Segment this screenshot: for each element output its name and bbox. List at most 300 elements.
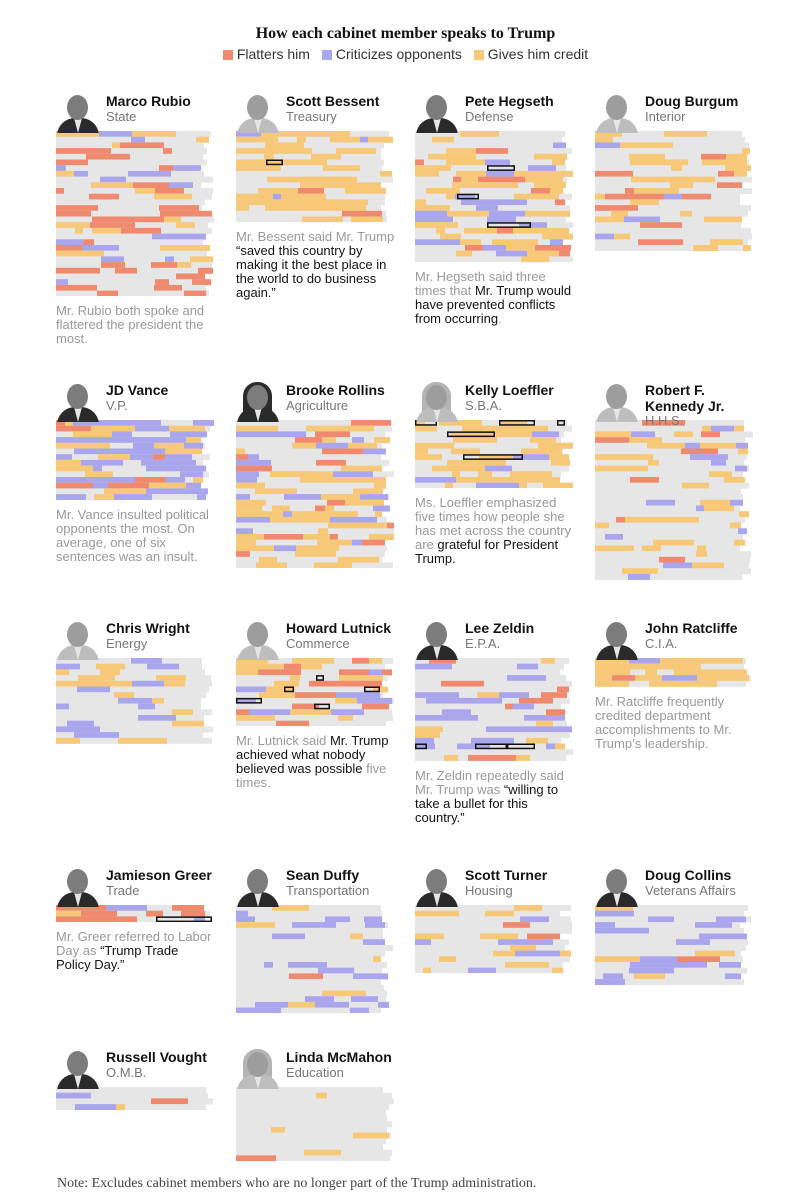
sentence-criticizes bbox=[461, 199, 490, 205]
sentence-criticizes bbox=[81, 460, 123, 466]
sentence-credit bbox=[724, 669, 747, 675]
sentence-criticizes bbox=[184, 443, 203, 449]
sentence-credit bbox=[647, 443, 685, 449]
sentence-criticizes bbox=[236, 528, 253, 534]
sentence-row bbox=[595, 228, 751, 234]
sentence-flatters bbox=[198, 268, 213, 274]
sentence-credit bbox=[275, 142, 304, 148]
sentence-credit bbox=[700, 669, 724, 675]
sentence-criticizes bbox=[56, 165, 66, 171]
sentence-credit bbox=[428, 154, 441, 160]
member-header bbox=[56, 1049, 214, 1089]
sentence-chart bbox=[236, 131, 394, 222]
sentence-credit bbox=[164, 681, 185, 687]
sentence-credit bbox=[516, 755, 530, 761]
member-name: Scott Turner bbox=[465, 867, 548, 883]
sentence-criticizes bbox=[147, 664, 179, 670]
annotation-text: Mr. Vance insulted political opponents the most. On average, one of six sentences was an insult. bbox=[56, 507, 209, 564]
sentence-credit bbox=[456, 477, 498, 483]
member-name: Doug Collins bbox=[645, 867, 732, 883]
sentence-credit bbox=[444, 755, 458, 761]
sentence-flatters bbox=[478, 177, 513, 183]
sentence-criticizes bbox=[630, 962, 668, 968]
sentence-chart bbox=[415, 420, 573, 488]
sentence-flatters bbox=[289, 973, 323, 979]
sentence-credit bbox=[710, 239, 743, 245]
panel-member bbox=[56, 620, 214, 744]
sentence-criticizes bbox=[154, 449, 165, 455]
sentence-flatters bbox=[191, 211, 212, 217]
member-header bbox=[415, 382, 573, 422]
sentence-credit bbox=[634, 188, 679, 194]
sentence-credit bbox=[595, 956, 640, 962]
sentence-flatters bbox=[330, 534, 338, 540]
sentence-credit bbox=[236, 199, 245, 205]
sentence-criticizes bbox=[133, 443, 154, 449]
sentence-credit bbox=[680, 211, 692, 217]
sentence-credit bbox=[56, 222, 90, 228]
annotation-text: . bbox=[498, 311, 502, 326]
sentence-flatters bbox=[640, 222, 682, 228]
sentence-row bbox=[236, 1093, 392, 1099]
sentence-credit bbox=[73, 443, 110, 449]
sentence-credit bbox=[704, 217, 742, 223]
sentence-credit bbox=[550, 188, 563, 194]
sentence-criticizes bbox=[330, 517, 354, 523]
sentence-credit bbox=[702, 426, 711, 432]
sentence-flatters bbox=[163, 148, 172, 154]
sentence-credit bbox=[330, 137, 360, 143]
sentence-chart bbox=[595, 658, 753, 687]
sentence-flatters bbox=[86, 154, 130, 160]
sentence-criticizes bbox=[56, 437, 77, 443]
sentence-criticizes bbox=[498, 939, 530, 945]
sentence-flatters bbox=[121, 228, 161, 234]
sentence-credit bbox=[527, 251, 559, 257]
sentence-credit bbox=[338, 557, 379, 563]
sentence-criticizes bbox=[696, 506, 704, 512]
member-portrait-icon bbox=[236, 620, 280, 660]
member-department: S.B.A. bbox=[465, 398, 502, 413]
sentence-row bbox=[415, 709, 565, 715]
sentence-flatters bbox=[339, 669, 369, 675]
sentence-criticizes bbox=[169, 182, 193, 188]
sentence-criticizes bbox=[455, 715, 478, 721]
member-name: Pete Hegseth bbox=[465, 93, 554, 109]
sentence-credit bbox=[56, 466, 93, 472]
sentence-flatters bbox=[56, 245, 82, 251]
annotation-quote: Mr. Trump would have prevented conflicts from occurring bbox=[415, 283, 572, 326]
sentence-credit bbox=[193, 477, 203, 483]
sentence-chart bbox=[595, 905, 753, 985]
panel-member bbox=[595, 93, 753, 251]
member-department: Treasury bbox=[286, 109, 337, 124]
sentence-criticizes bbox=[100, 177, 126, 183]
sentence-credit bbox=[104, 488, 146, 494]
sentence-credit bbox=[477, 692, 499, 698]
member-name: Kelly Loeffler bbox=[465, 382, 554, 398]
sentence-credit bbox=[267, 177, 291, 183]
member-annotation bbox=[415, 270, 575, 326]
sentence-criticizes bbox=[369, 669, 382, 675]
sentence-credit bbox=[100, 681, 132, 687]
member-department: Interior bbox=[645, 109, 686, 124]
sentence-credit bbox=[56, 669, 69, 675]
sentence-flatters bbox=[135, 477, 166, 483]
sentence-credit bbox=[295, 551, 336, 557]
sentence-credit bbox=[367, 523, 379, 529]
sentence-credit bbox=[367, 148, 376, 154]
sentence-credit bbox=[273, 664, 284, 670]
sentence-credit bbox=[374, 437, 390, 443]
sentence-criticizes bbox=[631, 431, 655, 437]
sentence-flatters bbox=[353, 681, 382, 687]
sentence-credit bbox=[258, 188, 266, 194]
sentence-credit bbox=[670, 182, 693, 188]
legend-item-credit bbox=[474, 46, 588, 62]
sentence-credit bbox=[630, 160, 675, 166]
sentence-credit bbox=[304, 1150, 341, 1156]
sentence-row bbox=[415, 256, 573, 262]
sentence-criticizes bbox=[354, 517, 377, 523]
sentence-credit bbox=[112, 664, 125, 670]
sentence-credit bbox=[318, 528, 328, 534]
sentence-credit bbox=[524, 171, 559, 177]
annotation-text: Mr. Ratcliffe frequently credited department accomplishments to Mr. Trump’s leadership. bbox=[595, 694, 732, 751]
sentence-credit bbox=[118, 738, 129, 744]
sentence-flatters bbox=[70, 148, 111, 154]
sentence-criticizes bbox=[486, 171, 514, 177]
sentence-credit bbox=[645, 669, 657, 675]
sentence-flatters bbox=[56, 268, 100, 274]
sentence-criticizes bbox=[196, 234, 206, 240]
sentence-row bbox=[595, 488, 741, 494]
member-name: Scott Bessent bbox=[286, 93, 380, 109]
sentence-credit bbox=[553, 211, 570, 217]
sentence-row bbox=[236, 911, 382, 917]
sentence-flatters bbox=[97, 291, 118, 296]
sentence-credit bbox=[245, 500, 266, 506]
sentence-credit bbox=[512, 431, 532, 437]
sentence-flatters bbox=[184, 291, 206, 296]
sentence-flatters bbox=[322, 449, 363, 455]
sentence-row bbox=[595, 245, 751, 251]
sentence-credit bbox=[642, 142, 673, 148]
sentence-credit bbox=[254, 199, 292, 205]
sentence-credit bbox=[415, 449, 428, 455]
sentence-criticizes bbox=[351, 996, 378, 1002]
sentence-criticizes bbox=[595, 928, 604, 934]
sentence-criticizes bbox=[152, 234, 196, 240]
sentence-credit bbox=[78, 675, 115, 681]
sentence-criticizes bbox=[553, 142, 566, 148]
sentence-flatters bbox=[309, 188, 324, 194]
sentence-chart bbox=[56, 420, 214, 500]
sentence-credit bbox=[339, 675, 383, 681]
member-department: V.P. bbox=[106, 398, 128, 413]
sentence-flatters bbox=[327, 500, 345, 506]
sentence-row bbox=[56, 199, 205, 205]
sentence-credit bbox=[692, 177, 715, 183]
sentence-flatters bbox=[106, 222, 115, 228]
sentence-flatters bbox=[181, 911, 205, 917]
sentence-credit bbox=[92, 228, 121, 234]
sentence-credit bbox=[295, 194, 326, 200]
sentence-flatters bbox=[625, 188, 634, 194]
sentence-credit bbox=[629, 466, 648, 472]
sentence-credit bbox=[432, 137, 454, 143]
sentence-flatters bbox=[236, 1155, 276, 1161]
sentence-credit bbox=[316, 511, 325, 517]
sentence-flatters bbox=[258, 669, 284, 675]
sentence-credit bbox=[379, 523, 387, 529]
sentence-credit bbox=[447, 211, 489, 217]
sentence-credit bbox=[357, 205, 366, 211]
sentence-credit bbox=[328, 177, 357, 183]
sentence-credit bbox=[514, 171, 524, 177]
sentence-criticizes bbox=[490, 199, 527, 205]
sentence-flatters bbox=[465, 245, 483, 251]
sentence-credit bbox=[300, 182, 345, 188]
sentence-credit bbox=[415, 426, 426, 432]
sentence-credit bbox=[309, 160, 327, 166]
member-portrait-icon bbox=[56, 93, 100, 133]
sentence-credit bbox=[330, 477, 360, 483]
sentence-row bbox=[236, 939, 385, 945]
sentence-credit bbox=[734, 426, 744, 432]
sentence-criticizes bbox=[513, 704, 534, 710]
sentence-criticizes bbox=[476, 205, 498, 211]
sentence-credit bbox=[453, 437, 497, 443]
sentence-flatters bbox=[56, 188, 64, 194]
sentence-credit bbox=[316, 1093, 327, 1099]
member-portrait-icon bbox=[595, 93, 639, 133]
sentence-credit bbox=[236, 534, 264, 540]
sentence-credit bbox=[451, 449, 480, 455]
sentence-criticizes bbox=[595, 911, 634, 917]
legend-label-credit: Gives him credit bbox=[487, 46, 589, 62]
member-annotation bbox=[236, 734, 396, 790]
member-header bbox=[56, 93, 214, 133]
sentence-credit bbox=[426, 188, 460, 194]
sentence-criticizes bbox=[668, 962, 707, 968]
sentence-criticizes bbox=[465, 698, 502, 704]
sentence-criticizes bbox=[56, 664, 80, 670]
sentence-flatters bbox=[120, 142, 139, 148]
sentence-flatters bbox=[717, 182, 742, 188]
sentence-criticizes bbox=[264, 962, 273, 968]
member-portrait-icon bbox=[56, 620, 100, 660]
sentence-credit bbox=[345, 188, 374, 194]
sentence-credit bbox=[380, 171, 392, 177]
sentence-flatters bbox=[236, 466, 272, 472]
sentence-flatters bbox=[264, 534, 303, 540]
sentence-credit bbox=[734, 540, 745, 546]
sentence-credit bbox=[506, 245, 535, 251]
sentence-credit bbox=[415, 726, 443, 732]
sentence-credit bbox=[87, 431, 112, 437]
sentence-credit bbox=[529, 426, 548, 432]
member-department: Veterans Affairs bbox=[645, 883, 736, 898]
annotation-text: Mr. Lutnick said bbox=[236, 733, 330, 748]
sentence-criticizes bbox=[378, 1002, 389, 1008]
sentence-criticizes bbox=[74, 171, 88, 177]
sentence-flatters bbox=[387, 523, 394, 529]
sentence-credit bbox=[423, 968, 431, 973]
sentence-credit bbox=[675, 160, 688, 166]
sentence-flatters bbox=[81, 911, 117, 917]
sentence-criticizes bbox=[128, 171, 171, 177]
sentence-criticizes bbox=[373, 506, 390, 512]
sentence-credit bbox=[341, 466, 382, 472]
sentence-criticizes bbox=[690, 454, 728, 460]
sentence-row bbox=[415, 956, 570, 962]
sentence-credit bbox=[415, 911, 459, 917]
member-portrait-icon bbox=[595, 867, 639, 907]
sentence-criticizes bbox=[415, 217, 453, 223]
annotation-text: Mr. Bessent said Mr. Trump bbox=[236, 229, 395, 244]
sentence-row bbox=[415, 922, 572, 928]
member-annotation bbox=[56, 304, 216, 346]
sentence-criticizes bbox=[146, 488, 184, 494]
sentence-credit bbox=[236, 545, 251, 551]
sentence-credit bbox=[297, 517, 306, 523]
sentence-credit bbox=[56, 251, 71, 257]
sentence-flatters bbox=[236, 551, 250, 557]
sentence-credit bbox=[693, 245, 718, 251]
sentence-credit bbox=[726, 154, 747, 160]
sentence-credit bbox=[348, 443, 377, 449]
sentence-credit bbox=[702, 160, 747, 166]
sentence-row bbox=[236, 985, 384, 991]
sentence-credit bbox=[149, 483, 186, 489]
sentence-criticizes bbox=[186, 483, 201, 489]
sentence-criticizes bbox=[662, 675, 697, 681]
sentence-credit bbox=[236, 715, 275, 721]
sentence-credit bbox=[56, 738, 80, 744]
sentence-credit bbox=[415, 171, 439, 177]
sentence-flatters bbox=[342, 211, 382, 217]
sentence-criticizes bbox=[74, 732, 102, 738]
sentence-flatters bbox=[92, 217, 135, 223]
sentence-credit bbox=[96, 664, 112, 670]
sentence-flatters bbox=[295, 692, 336, 698]
sentence-criticizes bbox=[132, 449, 154, 455]
sentence-credit bbox=[330, 217, 343, 223]
member-portrait-icon bbox=[595, 382, 639, 422]
sentence-row bbox=[56, 669, 205, 675]
sentence-flatters bbox=[659, 557, 685, 563]
member-name: Lee Zeldin bbox=[465, 620, 535, 636]
sentence-row bbox=[236, 1104, 389, 1110]
sentence-flatters bbox=[497, 228, 513, 234]
sentence-criticizes bbox=[685, 443, 700, 449]
sentence-criticizes bbox=[629, 968, 674, 974]
sentence-criticizes bbox=[131, 137, 145, 143]
sentence-row bbox=[415, 669, 560, 675]
sentence-credit bbox=[328, 523, 343, 529]
sentence-row bbox=[236, 1121, 392, 1127]
sentence-credit bbox=[725, 675, 749, 681]
sentence-row bbox=[236, 142, 384, 148]
sentence-criticizes bbox=[130, 454, 153, 460]
sentence-credit bbox=[317, 540, 352, 546]
sentence-criticizes bbox=[236, 517, 270, 523]
sentence-credit bbox=[325, 511, 339, 517]
sentence-credit bbox=[452, 471, 460, 477]
sentence-credit bbox=[510, 471, 552, 477]
sentence-criticizes bbox=[184, 488, 208, 494]
sentence-credit bbox=[291, 177, 328, 183]
sentence-credit bbox=[189, 449, 202, 455]
sentence-credit bbox=[172, 709, 193, 715]
sentence-credit bbox=[259, 692, 295, 698]
sentence-criticizes bbox=[159, 437, 186, 443]
sentence-credit bbox=[373, 956, 381, 962]
sentence-credit bbox=[646, 199, 659, 205]
sentence-credit bbox=[671, 165, 682, 171]
sentence-criticizes bbox=[77, 687, 110, 693]
sentence-criticizes bbox=[624, 217, 660, 223]
sentence-criticizes bbox=[499, 692, 529, 698]
sentence-credit bbox=[251, 545, 274, 551]
sentence-row bbox=[595, 137, 745, 143]
sentence-row bbox=[595, 551, 751, 557]
sentence-credit bbox=[176, 222, 195, 228]
sentence-criticizes bbox=[489, 211, 517, 217]
sentence-credit bbox=[56, 460, 81, 466]
sentence-row bbox=[56, 1098, 213, 1104]
sentence-credit bbox=[543, 483, 573, 488]
sentence-criticizes bbox=[483, 245, 506, 251]
sentence-credit bbox=[306, 517, 330, 523]
sentence-credit bbox=[529, 239, 538, 245]
sentence-flatters bbox=[192, 279, 211, 285]
member-header bbox=[595, 867, 753, 907]
sentence-credit bbox=[266, 188, 298, 194]
sentence-credit bbox=[73, 431, 87, 437]
sentence-criticizes bbox=[93, 483, 108, 489]
sentence-credit bbox=[357, 199, 368, 205]
sentence-credit bbox=[480, 934, 518, 940]
sentence-credit bbox=[614, 234, 630, 240]
sentence-criticizes bbox=[725, 973, 741, 979]
sentence-criticizes bbox=[716, 916, 746, 922]
sentence-row bbox=[415, 687, 569, 693]
member-name: Linda McMahon bbox=[286, 1049, 392, 1065]
member-portrait-icon bbox=[415, 867, 459, 907]
sentence-credit bbox=[255, 488, 297, 494]
sentence-chart bbox=[56, 131, 214, 296]
sentence-criticizes bbox=[426, 698, 465, 704]
sentence-criticizes bbox=[711, 426, 734, 432]
sentence-credit bbox=[559, 171, 573, 177]
sentence-criticizes bbox=[468, 968, 496, 973]
sentence-criticizes bbox=[350, 471, 373, 477]
sentence-credit bbox=[297, 137, 306, 143]
sentence-credit bbox=[323, 165, 360, 171]
sentence-criticizes bbox=[605, 534, 623, 540]
sentence-flatters bbox=[56, 160, 65, 166]
sentence-credit bbox=[129, 738, 167, 744]
sentence-criticizes bbox=[236, 471, 259, 477]
sentence-flatters bbox=[284, 664, 301, 670]
sentence-row bbox=[56, 177, 213, 183]
sentence-chart bbox=[236, 420, 394, 568]
sentence-criticizes bbox=[546, 744, 555, 750]
sentence-flatters bbox=[154, 285, 182, 291]
sentence-credit bbox=[555, 744, 565, 750]
